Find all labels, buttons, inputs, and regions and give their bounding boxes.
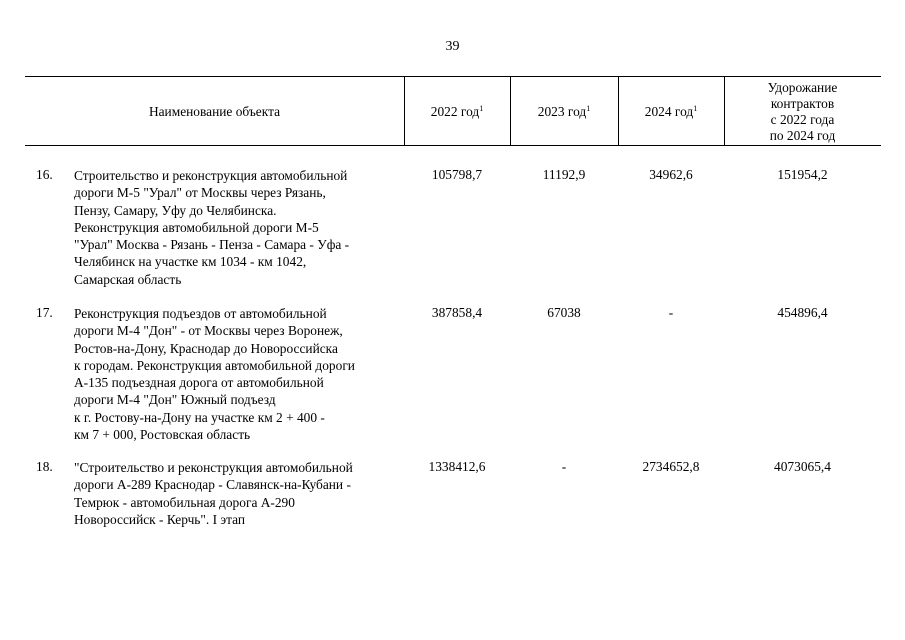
value-2022: 1338412,6 [428, 459, 486, 474]
row-number: 17. [36, 305, 53, 320]
header-year-2023: 2023 год$^1$ [537, 104, 591, 119]
table-top-border [25, 76, 881, 77]
value-2022: 105798,7 [431, 167, 483, 182]
value-2024: 34962,6 [649, 167, 693, 182]
header-bottom-border [25, 145, 881, 146]
header-year-2024: 2024 год$^1$ [644, 104, 698, 119]
header-year-2022: 2022 год$^1$ [430, 104, 484, 119]
value-2022: 387858,4 [431, 305, 483, 320]
footnote-mark: 1 [586, 104, 591, 113]
row-number: 18. [36, 459, 53, 474]
value-2023: 67038 [547, 305, 581, 320]
row-number: 16. [36, 167, 53, 182]
object-name: "Строительство и реконструкция автомобильной дороги А-289 Краснодар - Славянск-на-Кубани - Темрюк - автомобильная дорога А-290 Новороссийск - Керчь". I этап [74, 460, 353, 527]
value-cost-increase: 4073065,4 [774, 459, 831, 474]
value-2024: - [668, 305, 674, 320]
header-cost-increase: Удорожание контрактов с 2022 года по 2024 год [767, 80, 838, 143]
footnote-mark: 1 [693, 104, 698, 113]
header-object-name: Наименование объекта [148, 104, 281, 119]
value-2023: - [561, 459, 567, 474]
object-name: Реконструкция подъездов от автомобильной дороги М-4 "Дон" - от Москвы через Воронеж, Ростов-на-Дону, Краснодар до Новороссийска к городам. Реконструкция автомобильной дороги А-135 подъездная дорога от автомобильной дороги М-4 "Дон" Южный подъезд к г. Ростову-на-Дону на участке км 2 + 400 - км 7 + 000, Ростовская область [74, 306, 355, 443]
object-name: Строительство и реконструкция автомобильной дороги М-5 "Урал" от Москвы через Рязань, Пензу, Самару, Уфу до Челябинска. Реконструкция автомобильной дороги М-5 "Урал" Москва - Рязань - Пенза - Самара - Уфа - Челябинск на участке км 1034 - км 1042, Самарская область [74, 168, 350, 287]
value-cost-increase: 151954,2 [777, 167, 828, 182]
value-cost-increase: 454896,4 [777, 305, 828, 320]
value-2023: 11192,9 [542, 167, 586, 182]
footnote-mark: 1 [479, 104, 484, 113]
value-2024: 2734652,8 [642, 459, 700, 474]
page-number: 39 [445, 39, 460, 54]
